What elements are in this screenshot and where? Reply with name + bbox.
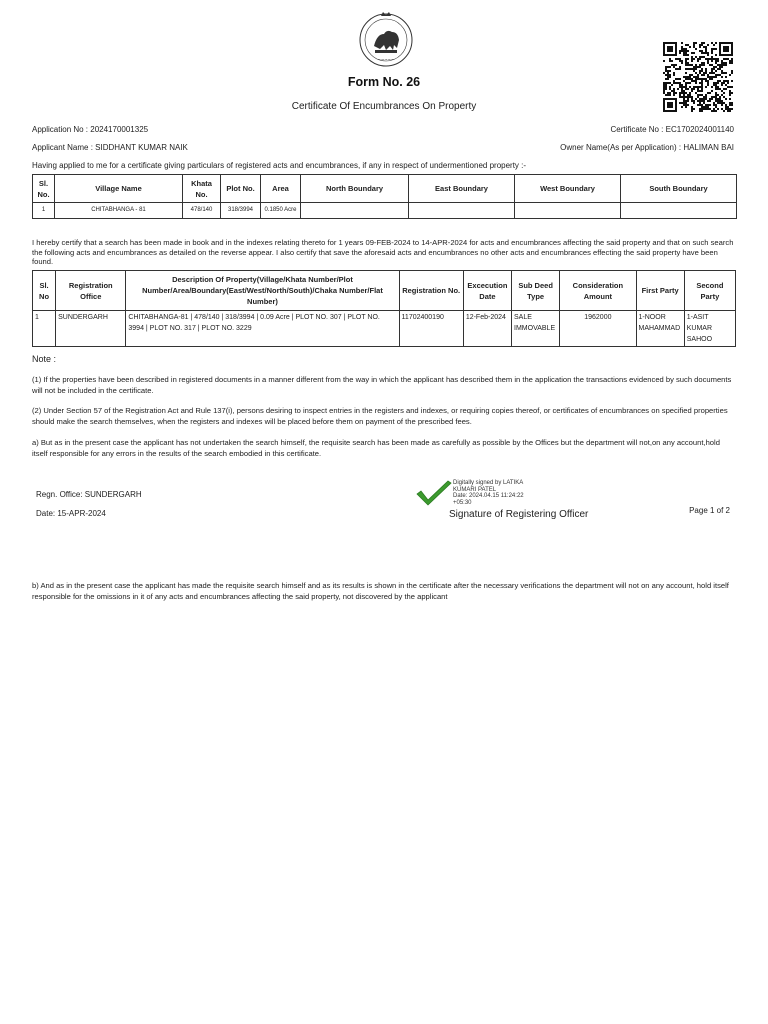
table-cell: 1 xyxy=(33,203,55,219)
sig-line: Digitally signed by LATIKA xyxy=(453,480,524,486)
col-header: First Party xyxy=(636,271,684,311)
table-cell: CHITABHANGA-81 | 478/140 | 318/3994 | 0.09 Acre | PLOT NO. 307 | PLOT NO. 3994 | PLOT NO. 317 | PLOT NO. 3229 xyxy=(126,311,399,347)
table-cell: 11702400190 xyxy=(399,311,463,347)
table-cell: 1-NOOR MAHAMMAD xyxy=(636,311,684,347)
sig-line: +05:30 xyxy=(453,499,472,506)
svg-text:~~~~~: ~~~~~ xyxy=(377,57,395,62)
note-label: Note : xyxy=(32,354,57,364)
table-cell xyxy=(301,203,409,219)
col-header: Excecution Date xyxy=(463,271,511,311)
table-row xyxy=(33,203,737,219)
col-header: Village Name xyxy=(55,175,183,203)
certificate-date: Date: 15-APR-2024 xyxy=(36,509,106,518)
encumbrance-table xyxy=(32,270,736,347)
property-table xyxy=(32,174,737,219)
table-cell: 1-ASIT KUMAR SAHOO xyxy=(684,311,735,347)
note-a: a) But as in the present case the applicant has not undertaken the search himself, the requisite search has been made as carefully as possible by the Offices but the department will not,on any account,hold itself responsible for any errors in the results of the search embodied in this certificate. xyxy=(32,438,720,458)
digital-signature-info xyxy=(453,480,524,506)
col-header: Area xyxy=(261,175,301,203)
checkmark-icon xyxy=(415,480,453,508)
form-number: Form No. 26 xyxy=(347,75,421,89)
note-2: (2) Under Section 57 of the Registration Act and Rule 137(i), persons desiring to inspect entries in the registers and indexes, or requiring copies thereof, or certificates of encumbrances on specified properties should make the search themselves, when the registers and indexes will be placed before them on payment of the prescribed fees. xyxy=(32,406,728,426)
table-row xyxy=(33,311,736,347)
sig-line: Date: 2024.04.15 11:24:22 xyxy=(453,493,524,499)
certificate-number: Certificate No : EC1702024001140 xyxy=(610,125,734,134)
certify-text: I hereby certify that a search has been made in book and in the indexes relating thereto for 1 years 09-FEB-2024 to 14-APR-2024 for acts and encumbrances affecting the said property and that on such search the following acts and encumbrances as detailed on the reverse appear. I also certify that save the aforesaid acts and encumbrances no other acts and encumbrances effecting the said property have been found. xyxy=(32,238,734,266)
col-header: North Boundary xyxy=(301,175,409,203)
intro-text: Having applied to me for a certificate giving particulars of registered acts and encumbrances, if any in respect of undermentioned property :- xyxy=(32,161,527,170)
note-1: (1) If the properties have been described in registered documents in a manner different from the way in which the applicant has described them in the application the transactions evidenced by such documents will not be included in the certificate. xyxy=(32,375,732,395)
table-cell: 12-Feb-2024 xyxy=(463,311,511,347)
col-header: Sub Deed Type xyxy=(512,271,560,311)
signature-label: Signature of Registering Officer xyxy=(449,509,589,520)
table-cell: 1962000 xyxy=(560,311,636,347)
table-cell: SUNDERGARH xyxy=(56,311,126,347)
applicant-name: Applicant Name : SIDDHANT KUMAR NAIK xyxy=(32,143,188,152)
state-emblem-icon xyxy=(357,10,415,68)
application-number: Application No : 2024170001325 xyxy=(32,125,149,134)
page-number: Page 1 of 2 xyxy=(689,506,730,515)
table-cell: CHITABHANGA - 81 xyxy=(55,203,183,219)
col-header: Consideration Amount xyxy=(560,271,636,311)
table-cell xyxy=(621,203,737,219)
table-cell xyxy=(409,203,515,219)
col-header: Description Of Property(Village/Khata Number/Plot Number/Area/Boundary(East/West/North/South)/Chaka Number/Flat Number) xyxy=(126,271,399,311)
col-header: Registration No. xyxy=(399,271,463,311)
table-cell: SALE IMMOVABLE xyxy=(512,311,560,347)
col-header: Second Party xyxy=(684,271,735,311)
table-cell: 478/140 xyxy=(183,203,221,219)
table-cell: 0.1850 Acre xyxy=(261,203,301,219)
col-header: Plot No. xyxy=(221,175,261,203)
col-header: Sl. No. xyxy=(33,175,55,203)
registration-office: Regn. Office: SUNDERGARH xyxy=(36,490,142,499)
col-header: Sl. No xyxy=(33,271,56,311)
certificate-title: Certificate Of Encumbrances On Property xyxy=(291,101,477,112)
sig-line: KUMARI PATEL xyxy=(453,486,497,493)
table-cell xyxy=(515,203,621,219)
owner-name: Owner Name(As per Application) : HALIMAN BAI xyxy=(560,143,734,152)
note-b: b) And as in the present case the applicant has made the requisite search himself and as its results is shown in the certificate after the necessary verifications the department will not on any account, hold itself responsible for the omissions in it of any acts and encumbrances affecting the said property, not discovered by the applicant xyxy=(32,581,729,601)
col-header: South Boundary xyxy=(621,175,737,203)
col-header: Registration Office xyxy=(56,271,126,311)
table-cell: 1 xyxy=(33,311,56,347)
col-header: Khata No. xyxy=(183,175,221,203)
table-cell: 318/3994 xyxy=(221,203,261,219)
col-header: East Boundary xyxy=(409,175,515,203)
col-header: West Boundary xyxy=(515,175,621,203)
